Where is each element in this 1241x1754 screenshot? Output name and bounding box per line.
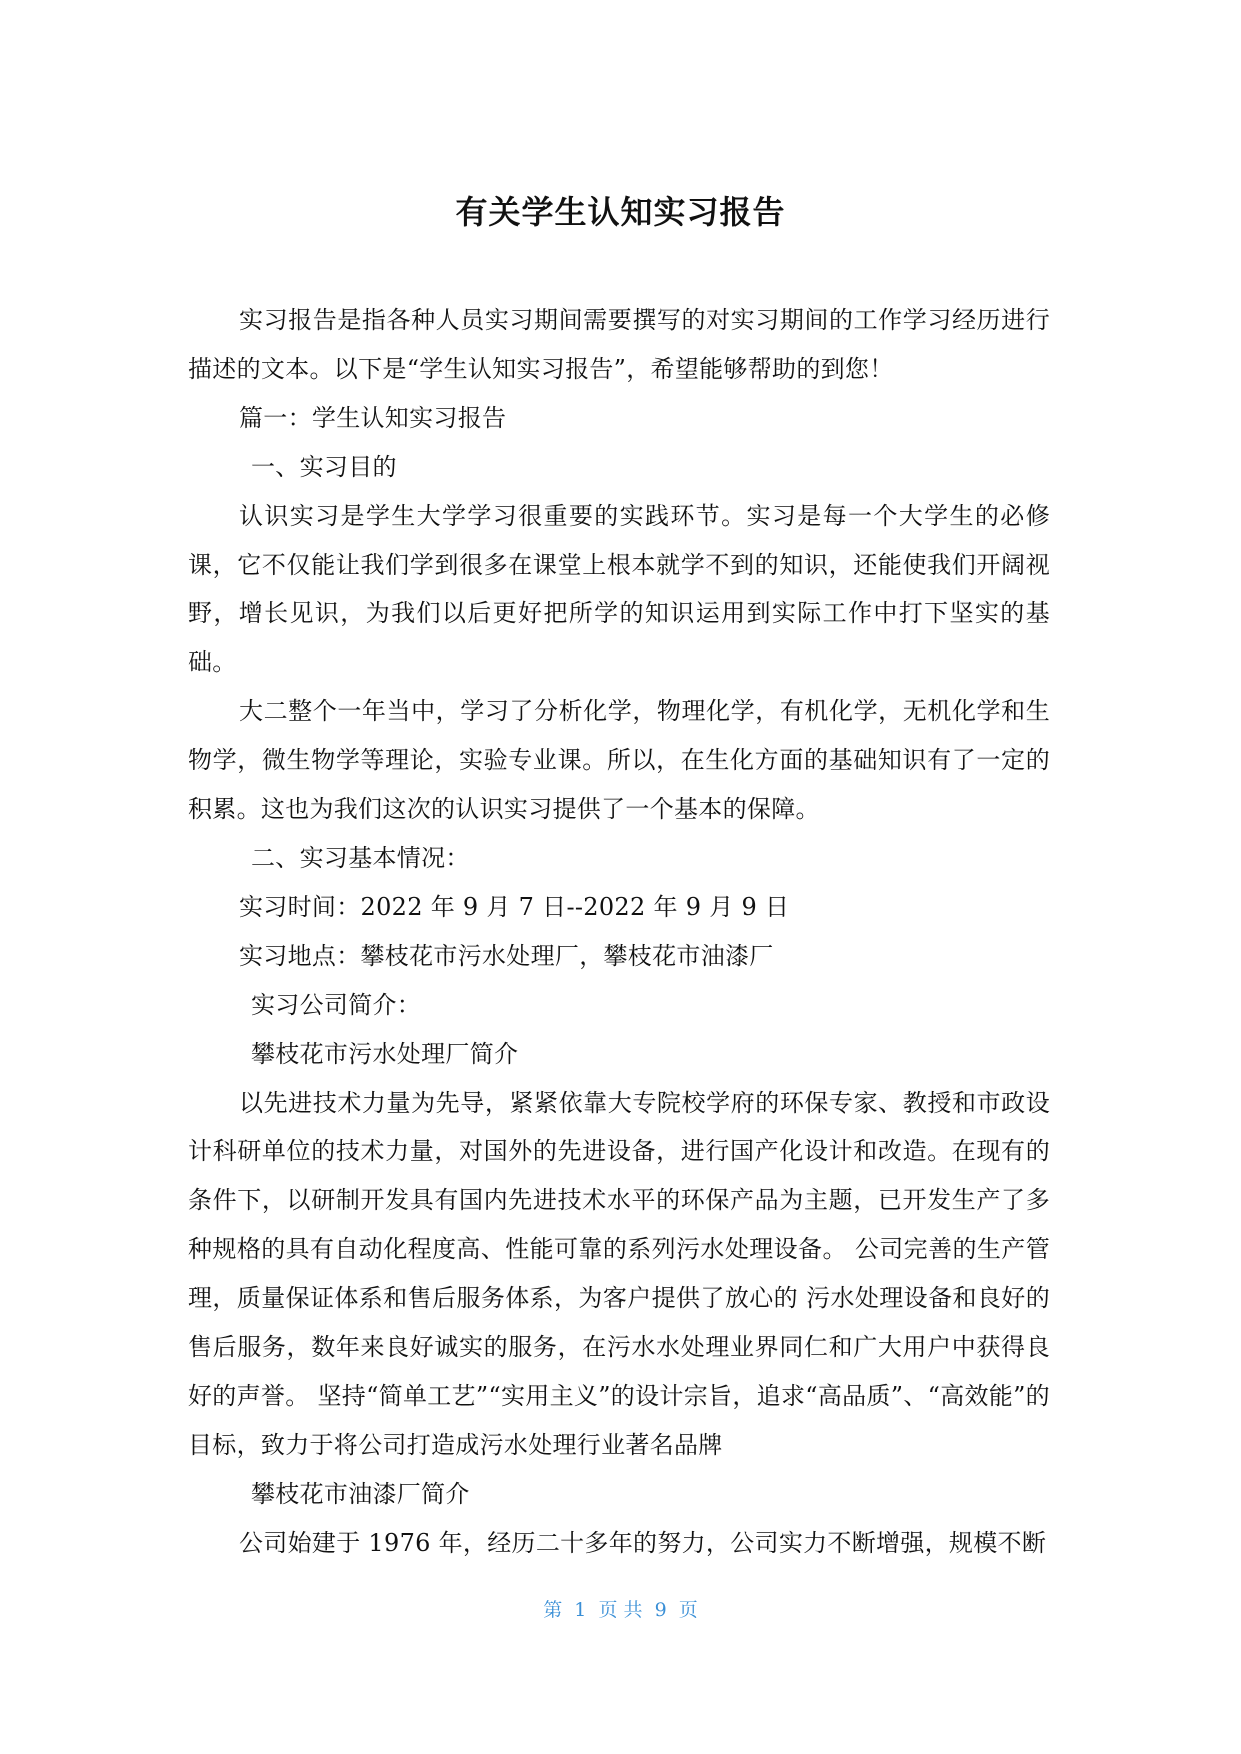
section-heading: 攀枝花市污水处理厂简介 — [251, 1039, 519, 1068]
section-heading: 篇一：学生认知实习报告 — [239, 403, 507, 432]
section-heading: 一、实习目的 — [251, 452, 397, 481]
section-heading: 攀枝花市油漆厂简介 — [251, 1479, 470, 1508]
paragraph: 大二整个一年当中，学习了分析化学，物理化学，有机化学，无机化学和生物学，微生物学等理论，实验专业课。所以，在生化方面的基础知识有了一定的积累。这也为我们这次的认识实习提供了一个基本的保障。 — [188, 697, 1050, 824]
section-heading: 实习时间：2022 年 9 月 7 日--2022 年 9 月 9 日 — [239, 892, 790, 921]
paragraph: 公司始建于 1976 年，经历二十多年的努力，公司实力不断增强，规模不断 — [239, 1528, 1047, 1557]
section-heading: 实习地点：攀枝花市污水处理厂，攀枝花市油漆厂 — [239, 941, 774, 970]
paragraph: 认识实习是学生大学学习很重要的实践环节。实习是每一个大学生的必修课，它不仅能让我们学到很多在课堂上根本就学不到的知识，还能使我们开阔视野，增长见识，为我们以后更好把所学的知识运用到实际工作中打下坚实的基础。 — [188, 501, 1050, 677]
paragraph: 以先进技术力量为先导，紧紧依靠大专院校学府的环保专家、教授和市政设计科研单位的技术力量，对国外的先进设备，进行国产化设计和改造。在现有的条件下，以研制开发具有国内先进技术水平的环保产品为主题，已开发生产了多种规格的具有自动化程度高、性能可靠的系列污水处理设备。 公司完善的生产管理，质量保证体系和售后服务体系，为客户提供了放心的 污水处理设备和良好的售后服务，数年来良好诚实的服务，在污水水处理业界同仁和广大用户中获得良好的声誉。 坚持“简单工艺”“实用主义”的设计宗旨，追求“高品质”、“高效能”的目标，致力于将公司打造成污水处理行业著名品牌 — [188, 1088, 1050, 1459]
page-footer: 第 1 页 共 9 页 — [543, 1599, 698, 1621]
section-heading: 二、实习基本情况： — [251, 843, 470, 872]
document-title: 有关学生认知实习报告 — [455, 193, 786, 231]
document-body — [188, 296, 1050, 1568]
paragraph: 实习报告是指各种人员实习期间需要撰写的对实习期间的工作学习经历进行描述的文本。以下是“学生认知实习报告”，希望能够帮助的到您！ — [188, 306, 1050, 383]
section-heading: 实习公司简介： — [251, 990, 422, 1019]
